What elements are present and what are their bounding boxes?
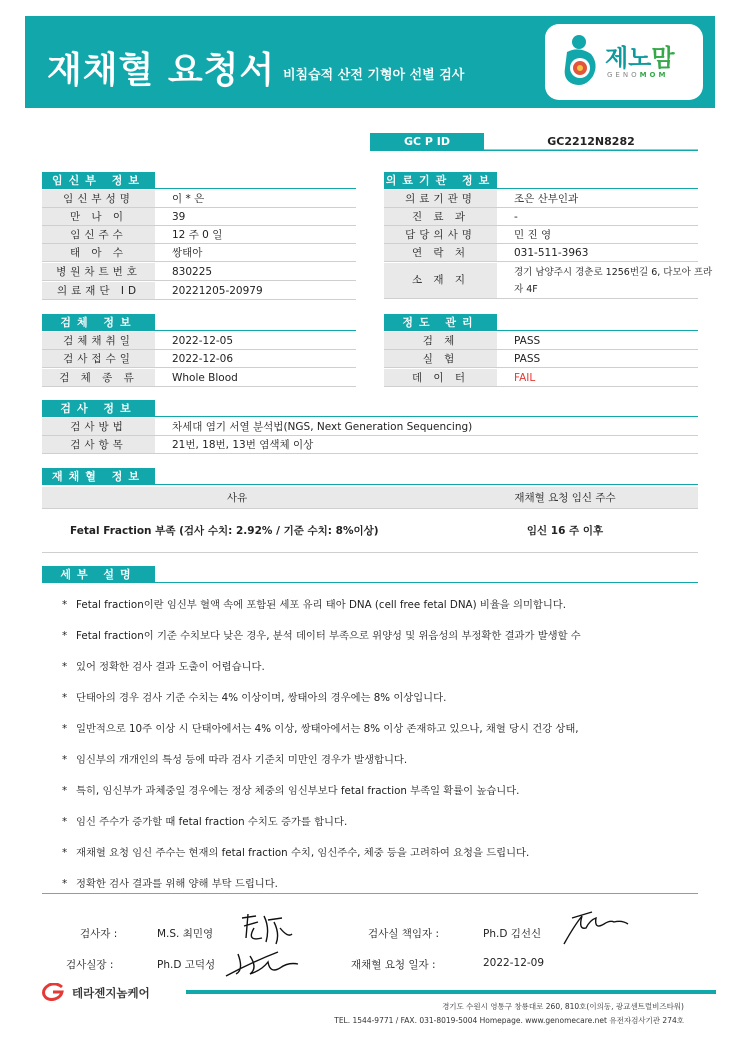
test-section-header [42,400,698,417]
institution-section-header [384,172,698,189]
note-item: * 일반적으로 10주 이상 시 단태아에서는 4% 이상, 쌍태아에서는 8% 이상 존재하고 있으나, 채혈 당시 건강 상태, [62,714,698,745]
recollect-table-row [42,509,698,553]
director-signature-icon [222,940,306,984]
patient-row: 태 아 수 쌍태아 [42,244,356,262]
lab-manager-signature-icon [560,906,632,948]
lab-manager-label: 검사실 책임자 : [368,928,440,940]
institution-row: 연 락 처 031-511-3963 [384,244,698,262]
test-row: 검사방법 차세대 염기 서열 분석법(NGS, Next Generation Sequencing) [42,418,698,436]
footer-address: 경기도 수원시 영통구 창룡대로 260, 810호(이의동, 광교센트럴비즈타워) [442,1002,684,1011]
institution-row: 진 료 과 - [384,208,698,226]
note-item: * 단태아의 경우 검사 기준 수치는 4% 이상이며, 쌍태아의 경우에는 8% 이상입니다. [62,683,698,714]
genomom-mother-icon [559,34,601,90]
note-item: * Fetal fraction이 기준 수치보다 낮은 경우, 분석 데이터 부족으로 위양성 및 위음성의 부정확한 결과가 발생할 수 [62,621,698,652]
tester-name: M.S. 최민영 [157,928,214,940]
lab-manager-name: Ph.D 김선신 [483,928,542,940]
patient-section-header [42,172,356,189]
qc-section-title: 정도 관리 [384,314,497,331]
gcpid-value: GC2212N8282 [484,133,698,150]
tester-label: 검사자 : [80,928,118,940]
page-title: 재채혈 요청서 [47,50,276,91]
qc-row: 검 체 PASS [384,332,698,350]
note-item: * 임신 주수가 증가할 때 fetal fraction 수치도 증가를 합니다. [62,807,698,838]
patient-row: 임신부성명 이 * 은 [42,190,356,208]
recollect-week: 임신 16 주 이후 [526,525,604,537]
note-item: * Fetal fraction이란 임신부 혈액 속에 포함된 세포 유리 태아 DNA (cell free fetal DNA) 비율을 의미합니다. [62,590,698,621]
recollect-reason: Fetal Fraction 부족 (검사 수치: 2.92% / 기준 수치: 8%이상) [70,525,379,537]
footer-contact: TEL. 1544-9771 / FAX. 031-8019-5004 Homepage. www.genomecare.net 유전자검사기관 274호 [334,1016,684,1025]
institution-address-row: 소 재 지 경기 남양주시 경춘로 1256번길 6, 다모아 프라자 4F [384,263,698,299]
patient-row: 병원차트번호 830225 [42,263,356,281]
terragen-g-icon [40,983,68,1001]
request-date-label: 재채혈 요청 일자 : [351,959,436,971]
note-item-continuation: * 있어 정확한 검사 결과 도출이 어렵습니다. [62,652,698,683]
institution-section-title: 의료기관 정보 [385,174,496,187]
explanation-section-header [42,566,698,583]
recollect-col-week: 재채혈 요청 임신 주수 [514,492,616,504]
note-item: * 정확한 검사 결과를 위해 양해 부탁 드립니다. [62,869,698,900]
specimen-row: 검사접수일 2022-12-06 [42,350,356,368]
explanation-section-title: 세부 설명 [42,566,155,583]
test-row: 검사항목 21번, 18번, 13번 염색체 이상 [42,436,698,454]
director-label: 검사실장 : [66,959,114,971]
specimen-section-header [42,314,356,331]
test-section-title: 검사 정보 [42,400,155,417]
header-banner [25,16,715,108]
qc-row: 실 험 PASS [384,350,698,368]
qc-row: 데 이 터 FAIL [384,369,698,387]
terragen-company-name: 테라젠지놈케어 [72,986,150,1000]
logo-wordmark: 제노맘 [605,44,675,72]
recollect-table-header [42,487,698,509]
gcpid-divider [370,150,698,151]
recollect-section-title: 재채혈 정보 [42,468,155,485]
patient-row: 의료재단 ID 20221205-20979 [42,282,356,300]
specimen-row: 검 체 종 류 Whole Blood [42,369,356,387]
patient-section-title: 임신부 정보 [42,172,155,189]
note-item-continuation: * 임신부의 개개인의 특성 등에 따라 검사 기준치 미만인 경우가 발생합니다. [62,745,698,776]
genomom-logo [545,24,703,100]
qc-section-header [384,314,698,331]
note-item: * 재채혈 요청 임신 주수는 현재의 fetal fraction 수치, 임신주수, 체중 등을 고려하여 요청을 드립니다. [62,838,698,869]
recollect-section-header [42,468,698,485]
footer-bar [186,990,716,994]
patient-row: 만 나 이 39 [42,208,356,226]
qc-data-fail-status: FAIL [514,372,536,384]
page-subtitle: 비침습적 산전 기형아 선별 검사 [283,68,465,83]
logo-subtext: GENOMOM [607,71,669,79]
explanation-notes [62,590,698,900]
institution-row: 의료기관명 조은 산부인과 [384,190,698,208]
director-name: Ph.D 고덕성 [157,959,216,971]
request-date-value: 2022-12-09 [483,957,545,969]
gcpid-label: GC P ID [370,133,484,150]
note-item: * 특히, 임신부가 과체중일 경우에는 정상 체중의 임신부보다 fetal fraction 부족일 확률이 높습니다. [62,776,698,807]
patient-row: 임신주수 12 주 0 일 [42,226,356,244]
specimen-section-title: 검체 정보 [42,314,155,331]
institution-row: 담당의사명 민 진 영 [384,226,698,244]
recollect-col-reason: 사유 [226,492,248,504]
notes-divider [42,893,698,894]
specimen-row: 검체채취일 2022-12-05 [42,332,356,350]
